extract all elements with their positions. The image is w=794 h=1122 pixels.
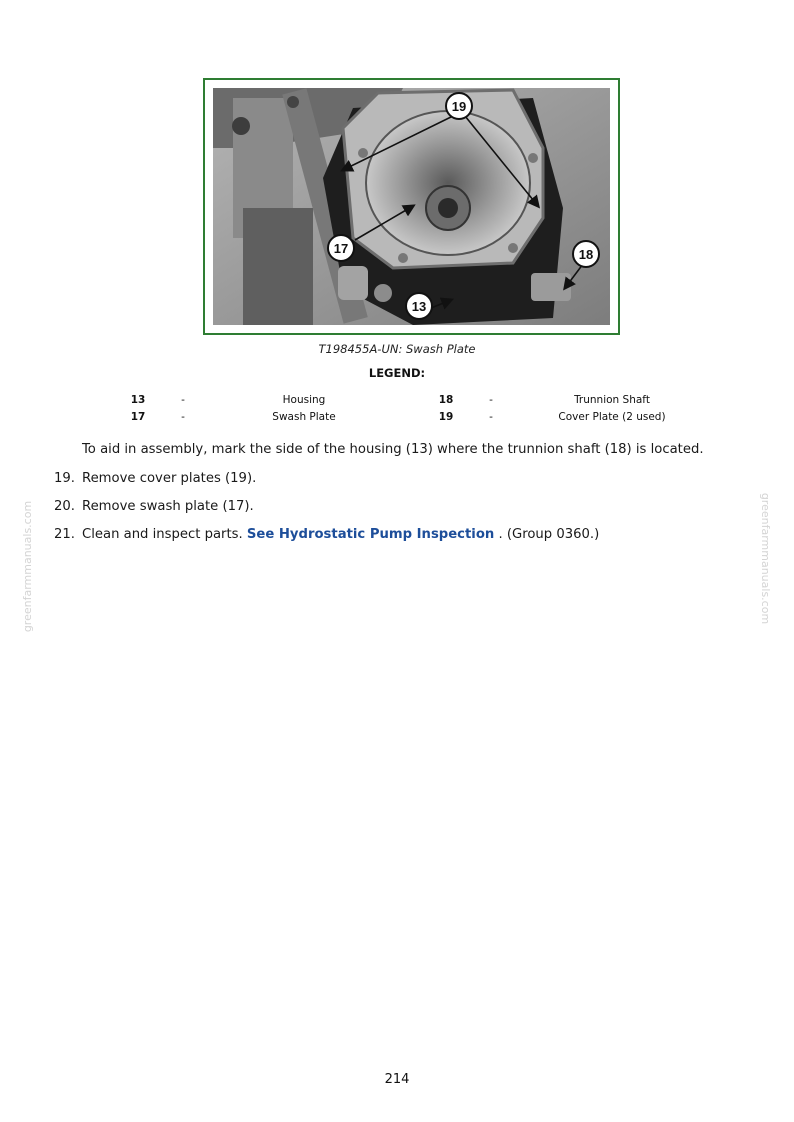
svg-text:17: 17 [333,241,349,256]
callout-13 [406,293,432,319]
swash-plate-illustration [213,88,610,325]
watermark-left: greenfarmmanuals.com [21,500,35,633]
legend-number: 18 [438,394,454,406]
callout-19 [446,93,472,119]
step-line [82,527,599,542]
legend-description: Trunnion Shaft [574,394,650,406]
legend-number: 13 [130,394,146,406]
legend-row [0,411,794,427]
legend-separator: - [489,411,493,423]
hydrostatic-pump-inspection-link[interactable]: See Hydrostatic Pump Inspection [246,527,495,542]
figure-caption: T198455A-UN: Swash Plate [318,342,476,356]
callout-18 [573,241,599,267]
step-text: Remove cover plates (19). [82,471,257,486]
step-text: Remove swash plate (17). [82,499,254,514]
figure-frame [203,78,620,335]
svg-text:18: 18 [578,247,594,262]
legend-description: Cover Plate (2 used) [558,411,666,423]
legend-title: LEGEND: [368,366,426,380]
step-number: 21. [54,527,75,542]
watermark-right: greenfarmmanuals.com [759,492,773,625]
callout-17 [328,235,354,261]
step-number: 20. [54,499,75,514]
swash-plate-photo [213,88,610,325]
svg-text:19: 19 [451,99,467,114]
intro-paragraph: To aid in assembly, mark the side of the housing (13) where the trunnion shaft (18) is located. [82,442,704,457]
step-suffix: . (Group 0360.) [494,527,600,542]
svg-text:13: 13 [411,299,427,314]
legend-number: 19 [438,411,454,423]
legend-separator: - [181,411,185,423]
legend-row [0,394,794,410]
legend-number: 17 [130,411,146,423]
legend-description: Swash Plate [272,411,336,423]
legend-separator: - [489,394,493,406]
legend-separator: - [181,394,185,406]
step-text: Clean and inspect parts. [82,527,247,542]
page-number: 214 [384,1072,410,1087]
step-number: 19. [54,471,75,486]
legend-description: Housing [282,394,326,406]
